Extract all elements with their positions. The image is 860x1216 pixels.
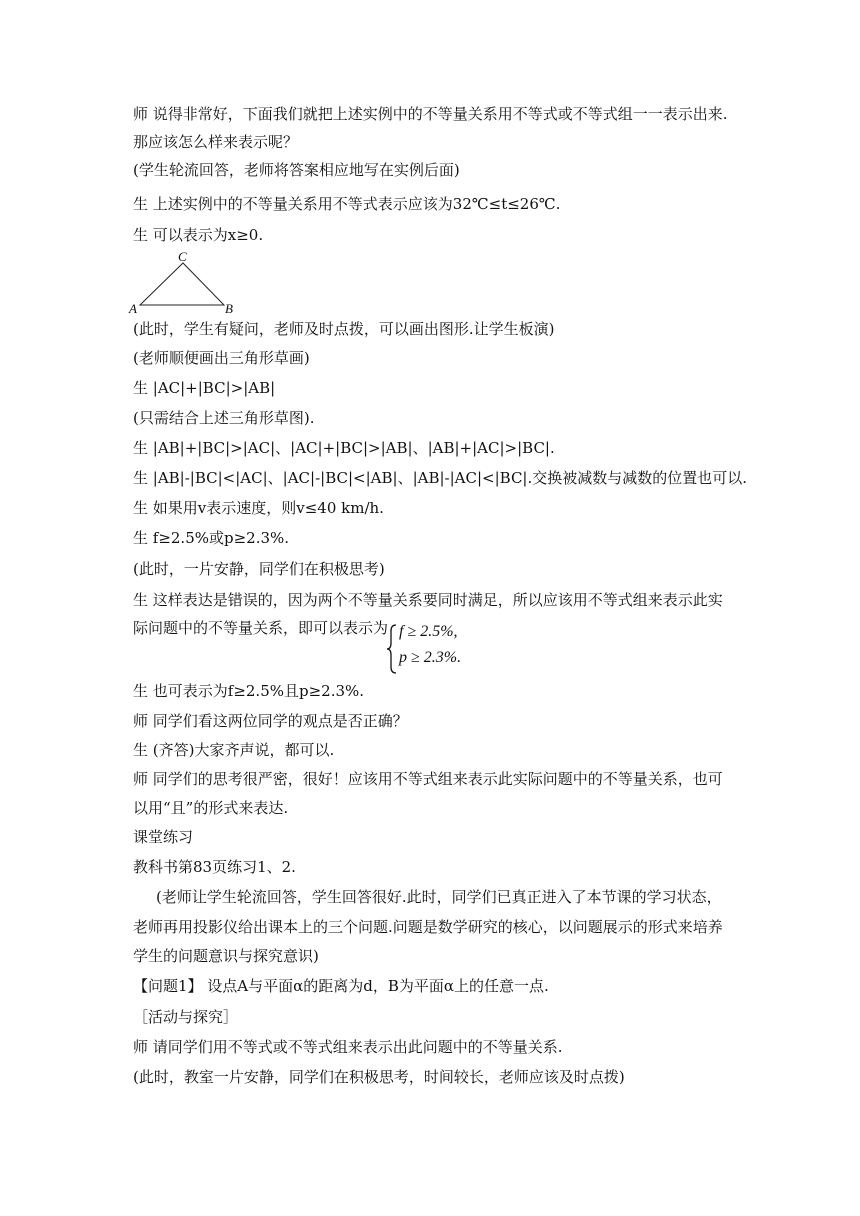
text-line: 师 说得非常好，下面我们就把上述实例中的不等量关系用不等式或不等式组一一表示出来. bbox=[133, 105, 728, 123]
text-line: 生 |AB|+|BC|>|AC|、|AC|+|BC|>|AB|、|AB|+|AC|>|BC|. bbox=[133, 439, 555, 457]
text-line: (学生轮流回答，老师将答案相应地写在实例后面) bbox=[133, 161, 460, 179]
text-line: 老师再用投影仪给出课本上的三个问题.问题是数学研究的核心，以问题展示的形式来培养 bbox=[133, 918, 723, 936]
text-line: (只需结合上述三角形草图). bbox=[133, 409, 315, 427]
text-line: 生 可以表示为x≥0. bbox=[133, 226, 264, 244]
activity-heading: ［活动与探究］ bbox=[133, 1008, 239, 1026]
text-line: (老师顺便画出三角形草画) bbox=[133, 349, 310, 367]
text-line: 生 |AB|-|BC|<|AC|、|AC|-|BC|<|AB|、|AB|-|AC|<|BC|.交换被减数与减数的位置也可以. bbox=[133, 469, 748, 487]
text-line: (老师让学生轮流回答，学生回答很好.此时，同学们已真正进入了本节课的学习状态， bbox=[156, 888, 722, 906]
text-line: 生 也可表示为f≥2.5%且p≥2.3%. bbox=[133, 682, 365, 700]
text-line: 师 同学们的思考很严密，很好！应该用不等式组来表示此实际问题中的不等量关系，也可 bbox=[133, 770, 723, 788]
left-brace-icon bbox=[385, 623, 399, 675]
text-line: 生 如果用v表示速度，则v≤40 km/h. bbox=[133, 499, 384, 517]
text-line: 教科书第83页练习1、2. bbox=[133, 858, 296, 876]
text-line: (此时，学生有疑问，老师及时点拨，可以画出图形.让学生板演) bbox=[133, 320, 555, 338]
text-line: 那应该怎么样来表示呢？ bbox=[133, 133, 299, 151]
inequality-system bbox=[385, 623, 525, 675]
vertex-c-label: C bbox=[178, 250, 187, 264]
system-line-2: p ≥ 2.3%. bbox=[399, 649, 462, 666]
section-heading: 课堂练习 bbox=[133, 828, 194, 846]
text-line: 生 上述实例中的不等量关系用不等式表示应该为32℃≤t≤26℃. bbox=[133, 195, 561, 213]
vertex-b-label: B bbox=[225, 301, 233, 316]
text-line: 学生的问题意识与探究意识) bbox=[133, 947, 319, 965]
text-line: (此时，一片安静，同学们在积极思考) bbox=[133, 560, 385, 578]
text-line: 生 |AC|+|BC|>|AB| bbox=[133, 379, 276, 397]
text-line: 师 同学们看这两位同学的观点是否正确？ bbox=[133, 712, 408, 730]
text-line: 际问题中的不等量关系，即可以表示为 bbox=[133, 619, 389, 637]
text-line: (此时，教室一片安静，同学们在积极思考，时间较长，老师应该及时点拨) bbox=[133, 1068, 625, 1086]
system-line-1: f ≥ 2.5%, bbox=[399, 623, 458, 640]
vertex-a-label: A bbox=[129, 301, 137, 316]
text-line: 以用“且”的形式来表达. bbox=[133, 799, 289, 817]
text-line: 生 (齐答)大家齐声说，都可以. bbox=[133, 741, 335, 759]
text-line: 师 请同学们用不等式或不等式组来表示出此问题中的不等量关系. bbox=[133, 1038, 563, 1056]
text-line: 生 f≥2.5%或p≥2.3%. bbox=[133, 529, 290, 547]
problem-heading: 【问题1】 设点A与平面α的距离为d，B为平面α上的任意一点. bbox=[133, 977, 549, 995]
text-line: 生 这样表达是错误的，因为两个不等量关系要同时满足，所以应该用不等式组来表示此实 bbox=[133, 591, 723, 609]
triangle-figure bbox=[128, 250, 238, 316]
triangle-shape bbox=[140, 263, 224, 305]
